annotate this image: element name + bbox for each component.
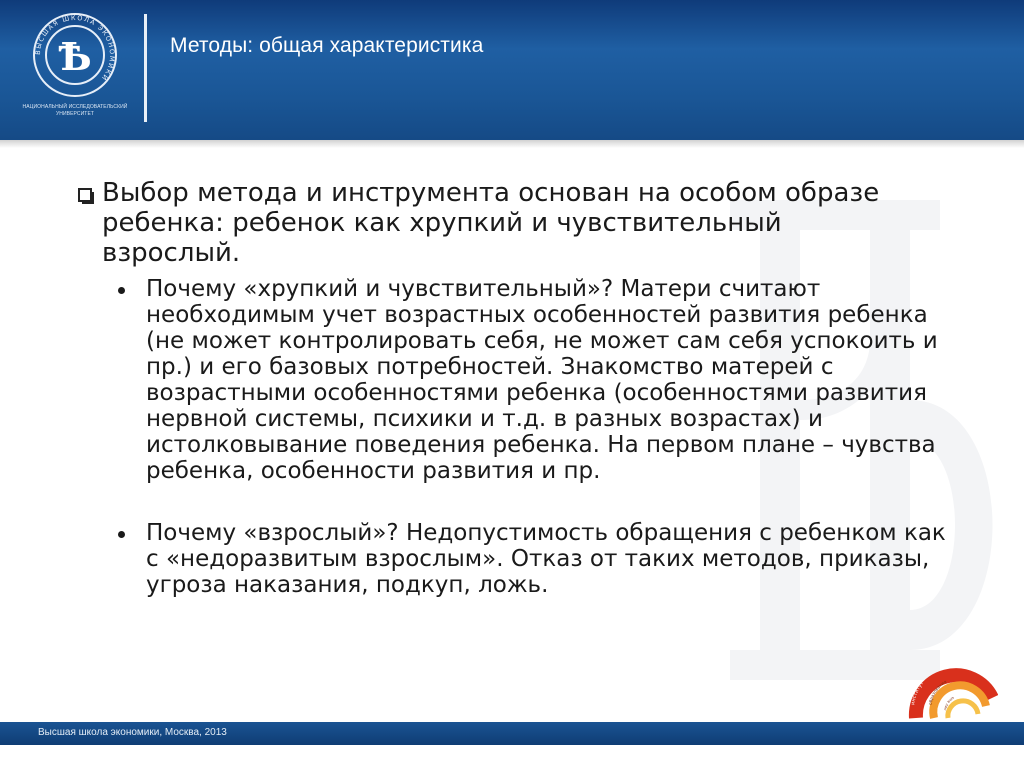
institute-logo-word: институт bbox=[910, 680, 926, 706]
list-item bbox=[114, 276, 974, 484]
footer-text: Высшая школа экономики, Москва, 2013 bbox=[38, 727, 227, 738]
slide-footer bbox=[0, 722, 1024, 745]
logo-caption: НАЦИОНАЛЬНЫЙ ИССЛЕДОВАТЕЛЬСКИЙ УНИВЕРСИТЕТ bbox=[22, 104, 128, 117]
institute-logo-word: образования bbox=[927, 679, 948, 706]
main-point-text: Выбор метода и инструмента основан на особом образе ребенка: ребенок как хрупкий и чувствительный взрослый. bbox=[102, 178, 880, 268]
slide-header bbox=[0, 0, 1024, 140]
institute-of-education-logo-icon bbox=[908, 658, 998, 720]
main-point bbox=[74, 178, 974, 268]
bullet-icon bbox=[118, 287, 125, 294]
list-item bbox=[114, 520, 974, 598]
checkbox-bullet-icon bbox=[78, 188, 92, 202]
university-logo bbox=[20, 12, 130, 132]
header-divider bbox=[144, 14, 147, 122]
hse-emblem-icon bbox=[32, 12, 118, 98]
logo-ring-text: ВЫСШАЯ ШКОЛА ЭКОНОМИКИ bbox=[33, 13, 117, 83]
sub-point-list bbox=[74, 276, 974, 598]
institute-logo-word: ниу вшэ bbox=[942, 695, 955, 711]
svg-text:Ѣ: Ѣ bbox=[58, 34, 92, 79]
page-title: Методы: общая характеристика bbox=[170, 34, 484, 57]
bullet-icon bbox=[118, 531, 125, 538]
slide-content bbox=[74, 178, 974, 598]
sub-point-text: Почему «хрупкий и чувствительный»? Матери считают необходимым учет возрастных особенностей развития ребенка (не может контролировать себя, не может сам себя успокоить и пр.) и его базовых потребностей. Знакомство матерей с возрастными особенностями ребенка (особенностями развития нервной системы, психики и т.д. в разных возрастах) и истолковывание поведения ребенка. На первом плане – чувства ребенка, особенности развития и пр. bbox=[146, 276, 938, 484]
sub-point-text: Почему «взрослый»? Недопустимость обращения с ребенком как с «недоразвитым взрослым». Отказ от таких методов, приказы, угроза наказания, подкуп, ложь. bbox=[146, 520, 946, 598]
